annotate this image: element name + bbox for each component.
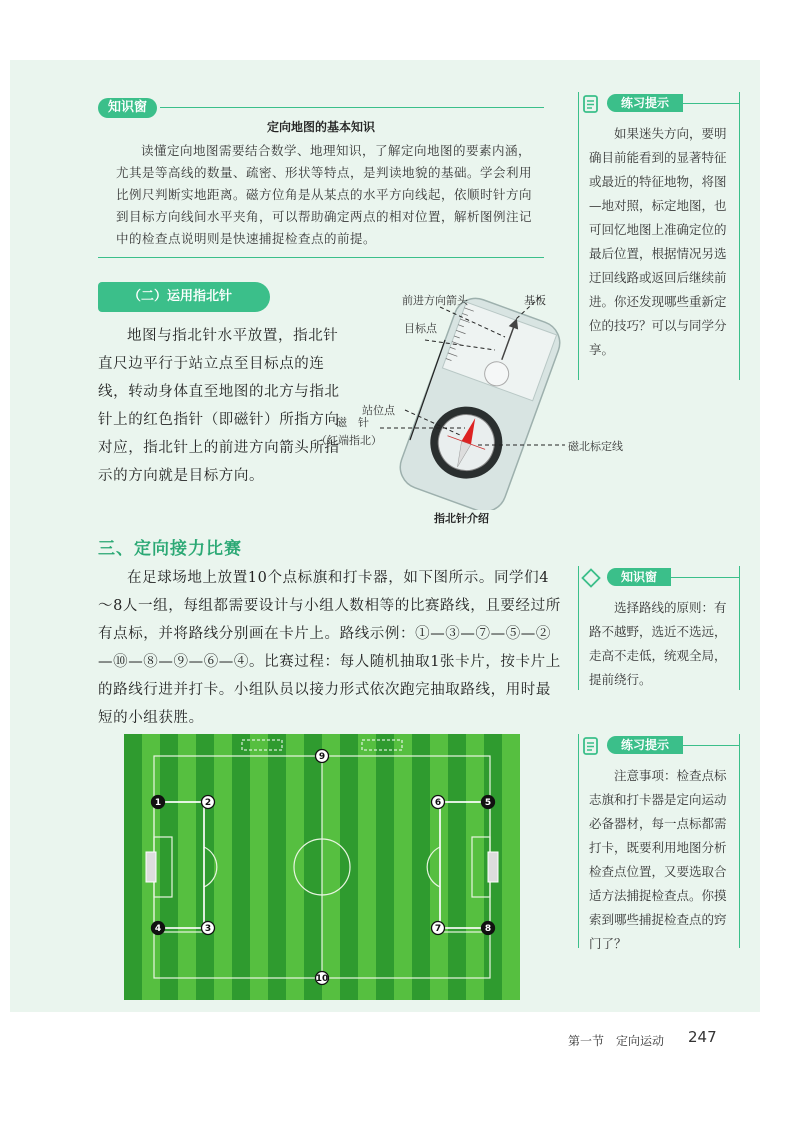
checkpoint-label: 9 — [318, 752, 326, 763]
checkpoint-marker-4 — [152, 922, 165, 935]
footer-section: 第一节 定向运动 — [568, 1034, 665, 1048]
knowledge-title: 定向地图的基本知识 — [266, 120, 375, 134]
football-field — [124, 734, 520, 1000]
checkpoint-label: 6 — [434, 798, 442, 809]
checkpoint-label: 4 — [154, 924, 162, 935]
tip-body: 选择路线的原则：有路不越野，选近不选远，走高不走低，统观全局，提前绕行。 — [589, 600, 727, 687]
relay-paragraph: 在足球场地上放置10个点标旗和打卡器，如下图所示。同学们4～8人一组，每组都需要设计与小组人数相等的比赛路线，且要经过所有点标，并将路线分别画在卡片上。路线示例：①—③—⑦—⑤—②—⑩—⑧—⑨—⑥—④。比赛过程：每人随机抽取1张卡片，按卡片上的路线行进并打卡。小组队员以接力形式依次跑完抽取路线，用时最短的小组获胜。 — [98, 570, 561, 726]
tip-box-3 — [578, 734, 740, 951]
compass-caption: 指北针介绍 — [434, 512, 489, 525]
checkpoint-label: 2 — [204, 798, 212, 809]
tip-header — [579, 566, 739, 590]
section-pill: （二）运用指北针 — [98, 282, 270, 312]
tip-header — [579, 92, 739, 116]
tip-header — [579, 734, 739, 758]
notebook-icon — [581, 94, 601, 114]
checkpoint-label: 8 — [484, 924, 492, 935]
tip-tag: 练习提示 — [607, 736, 683, 754]
label-base: 基板 — [524, 294, 546, 307]
checkpoint-label: 1 — [154, 798, 162, 809]
compass-illustration — [310, 285, 610, 510]
checkpoint-label: 7 — [434, 924, 442, 935]
knowledge-box — [98, 98, 544, 258]
knowledge-body: 读懂定向地图需要结合数学、地理知识，了解定向地图的要素内涵，尤其是等高线的数量、疏密、形状等特点，是判读地貌的基础。学会利用比例尺判断实地距离。磁方位角是从某点的水平方向线起，依顺时针方向到目标方向线间水平夹角，可以帮助确定两点的相对位置，解析图例注记中的检查点说明则是快速捕捉检查点的前提。 — [116, 143, 533, 246]
checkpoint-label: 10 — [315, 974, 329, 985]
checkpoint-marker-2 — [202, 796, 215, 809]
knowledge-tag: 知识窗 — [98, 98, 157, 118]
right-goal — [488, 852, 498, 882]
checkpoint-label: 5 — [484, 798, 492, 809]
knowledge-top-rule — [160, 107, 544, 108]
label-north-line: 磁北标定线 — [568, 440, 623, 453]
checkpoint-marker-6 — [432, 796, 445, 809]
label-stand: 站位点 — [362, 404, 395, 417]
tip-body: 如果迷失方向，要明确目前能看到的显著特征或最近的特征地物，将图—地对照，标定地图，也可回忆地图上准确定位的最后位置，根据情况另选迂回线路或返回后继续前进。你还发现哪些重新定位的技巧？可以与同学分享。 — [589, 126, 727, 357]
label-needle-note: （红端指北） — [316, 434, 382, 447]
tip-tag: 知识窗 — [607, 568, 671, 586]
checkpoint-marker-3 — [202, 922, 215, 935]
checkpoint-marker-9 — [316, 750, 329, 763]
diamond-icon — [581, 568, 601, 588]
checkpoint-label: 3 — [204, 924, 212, 935]
tip-box-2 — [578, 566, 740, 690]
label-arrow: 前进方向箭头 — [402, 294, 468, 307]
knowledge-bottom-rule — [98, 257, 544, 258]
checkpoint-marker-8 — [482, 922, 495, 935]
checkpoint-marker-1 — [152, 796, 165, 809]
tip-tag: 练习提示 — [607, 94, 683, 112]
page-number: 247 — [688, 1028, 717, 1046]
checkpoint-marker-5 — [482, 796, 495, 809]
section-heading: 三、定向接力比赛 — [98, 539, 242, 559]
notebook-icon — [581, 736, 601, 756]
compass-paragraph: 地图与指北针水平放置，指北针直尺边平行于站立点至目标点的连线，转动身体直至地图的北方与指北针上的红色指针（即磁针）所指方向对应，指北针上的前进方向箭头所指示的方向就是目标方向。 — [98, 328, 340, 484]
label-target: 目标点 — [404, 322, 437, 335]
checkpoint-marker-7 — [432, 922, 445, 935]
checkpoint-marker-10 — [316, 972, 329, 985]
tip-body: 注意事项：检查点标志旗和打卡器是定向运动必备器材，每一点标都需打卡，既要利用地图分析检查点位置，又要选取合适方法捕捉检查点。你摸索到哪些捕捉检查点的窍门了？ — [589, 768, 727, 951]
label-needle: 磁 针 — [336, 416, 369, 429]
left-goal — [146, 852, 156, 882]
